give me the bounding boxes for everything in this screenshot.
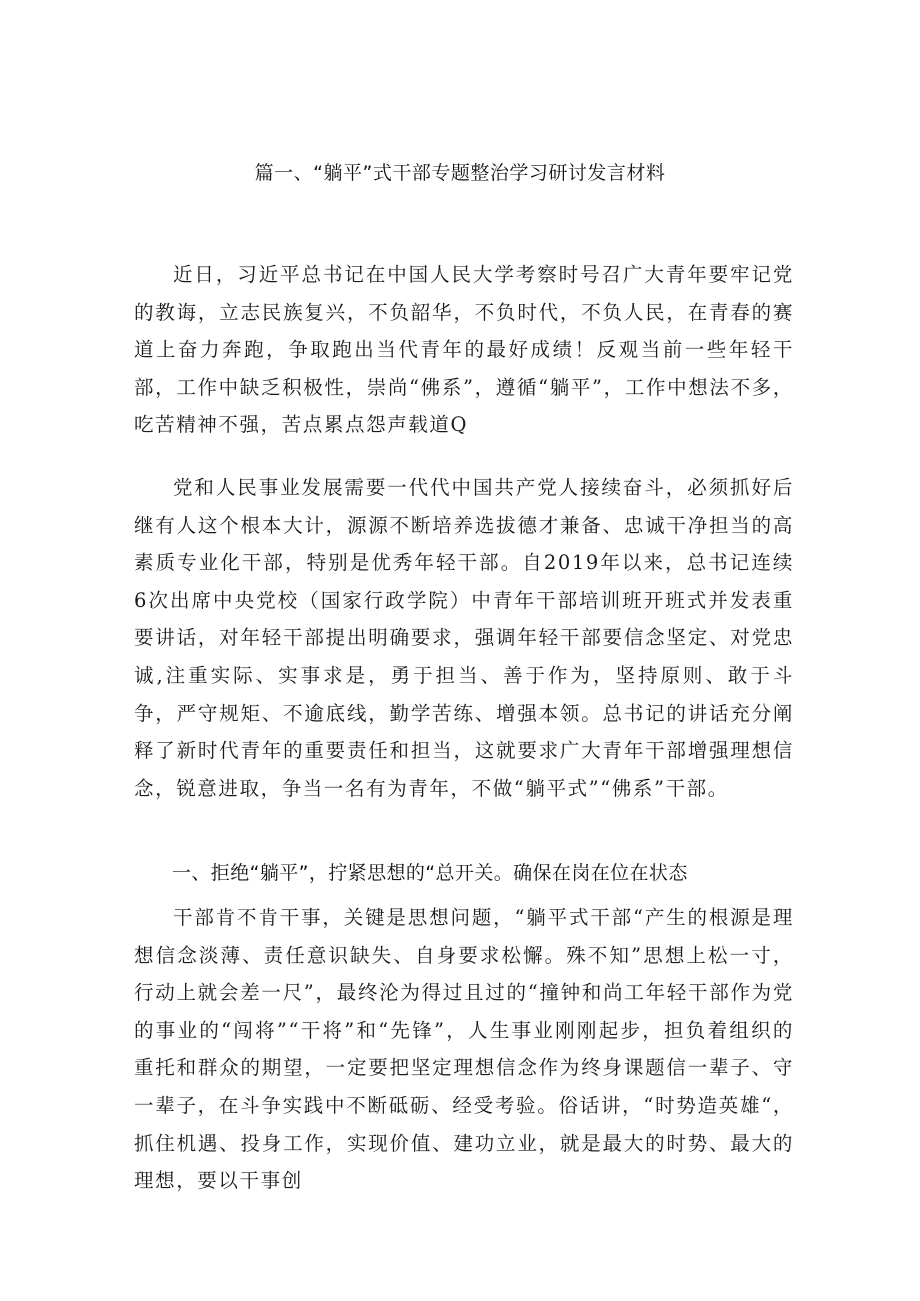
document-title: 篇一、“躺平”式干部专题整治学习研讨发言材料 <box>254 162 666 184</box>
body-paragraph-3: 干部肯不肯干事，关键是思想问题，“躺平式干部“产生的根源是理想信念淡薄、责任意识缺失、自身要求松懈。殊不知”思想上松一寸，行动上就会差一尺”，最终沦为得过且过的“撞钟和尚工年轻干部作为党的事业的“闯将”“干将”和“先锋”，人生事业刚刚起步，担负着组织的重托和群众的期望，一定要把坚定理想信念作为终身课题信一辈子、守一辈子，在斗争实践中不断砥砺、经受考验。俗话讲，“时势造英雄“，抓住机遇、投身工作，实现价值、建功立业，就是最大的时势、最大的理想，要以干事创 <box>134 906 794 1193</box>
body-paragraph-1: 近日，习近平总书记在中国人民大学考察时号召广大青年要牢记党的教诲，立志民族复兴，不负韶华，不负时代，不负人民，在青春的赛道上奋力奔跑，争取跑出当代青年的最好成绩！反观当前一些年轻干部，工作中缺乏积极性，崇尚“佛系”，遵循“躺平”，工作中想法不多，吃苦精神不强，苦点累点怨声载道Q <box>134 263 794 437</box>
body-paragraph-2: 党和人民事业发展需要一代代中国共产党人接续奋斗，必须抓好后继有人这个根本大计，源源不断培养选拔德才兼备、忠诚干净担当的高素质专业化干部，特别是优秀年轻干部。自2019年以来，总书记连续6次出席中央党校（国家行政学院）中青年干部培训班开班式并发表重要讲话，对年轻干部提出明确要求，强调年轻干部要信念坚定、对党忠诚,注重实际、实事求是，勇于担当、善于作为，坚持原则、敢于斗争，严守规矩、不逾底线，勤学苦练、增强本领。总书记的讲话充分阐释了新时代青年的重要责任和担当，这就要求广大青年干部增强理想信念，锐意进取，争当一名有为青年，不做“躺平式”“佛系”干部。 <box>134 476 794 800</box>
section-heading-1: 一、拒绝“躺平”，拧紧思想的“总开关。确保在岗在位在状态 <box>172 862 688 884</box>
